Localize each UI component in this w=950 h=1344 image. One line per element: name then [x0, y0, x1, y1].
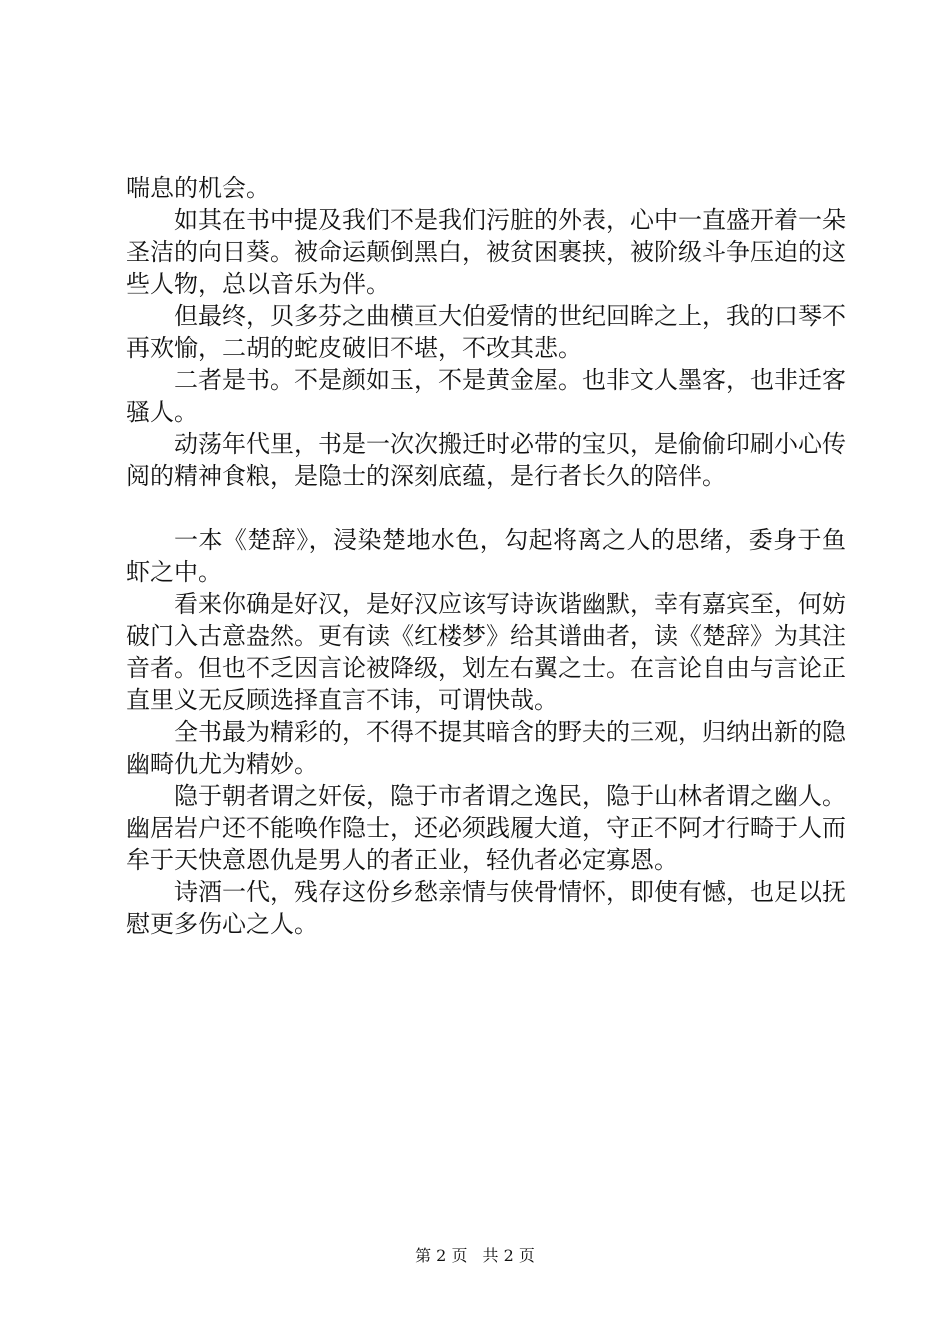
- paragraph: 如其在书中提及我们不是我们污脏的外表，心中一直盛开着一朵圣洁的向日葵。被命运颠倒黑白，被贫困裹挟，被阶级斗争压迫的这些人物，总以音乐为伴。: [126, 206, 846, 298]
- document-body: [126, 172, 846, 940]
- page-footer: [0, 1243, 950, 1266]
- paragraph: 但最终，贝多芬之曲横亘大伯爱情的世纪回眸之上，我的口琴不再欢愉，二胡的蛇皮破旧不堪，不改其悲。: [126, 302, 846, 362]
- paragraph: 看来你确是好汉，是好汉应该写诗诙谐幽默，幸有嘉宾至，何妨破门入古意盎然。更有读《红楼梦》给其谱曲者，读《楚辞》为其注音者。但也不乏因言论被降级，划左右翼之士。在言论自由与言论正直里义无反顾选择直言不讳，可谓快哉。: [126, 590, 846, 714]
- paragraph: 动荡年代里，书是一次次搬迁时必带的宝贝，是偷偷印刷小心传阅的精神食粮，是隐士的深刻底蕴，是行者长久的陪伴。: [126, 430, 846, 490]
- page-number: 第 2 页: [415, 1246, 468, 1265]
- paragraph: 隐于朝者谓之奸佞，隐于市者谓之逸民，隐于山林者谓之幽人。幽居岩户还不能唤作隐士，还必须践履大道，守正不阿才行畸于人而牟于天快意恩仇是男人的者正业，轻仇者必定寡恩。: [126, 782, 846, 874]
- paragraph: 二者是书。不是颜如玉，不是黄金屋。也非文人墨客，也非迁客骚人。: [126, 366, 846, 426]
- paragraph: 诗酒一代，残存这份乡愁亲情与侠骨情怀，即使有憾，也足以抚慰更多伤心之人。: [126, 878, 846, 938]
- page-total: 共 2 页: [482, 1246, 535, 1265]
- paragraph: 全书最为精彩的，不得不提其暗含的野夫的三观，归纳出新的隐幽畸仇尤为精妙。: [126, 718, 846, 778]
- paragraph: 一本《楚辞》，浸染楚地水色，勾起将离之人的思绪，委身于鱼虾之中。: [126, 526, 846, 586]
- paragraph: 喘息的机会。: [126, 174, 270, 202]
